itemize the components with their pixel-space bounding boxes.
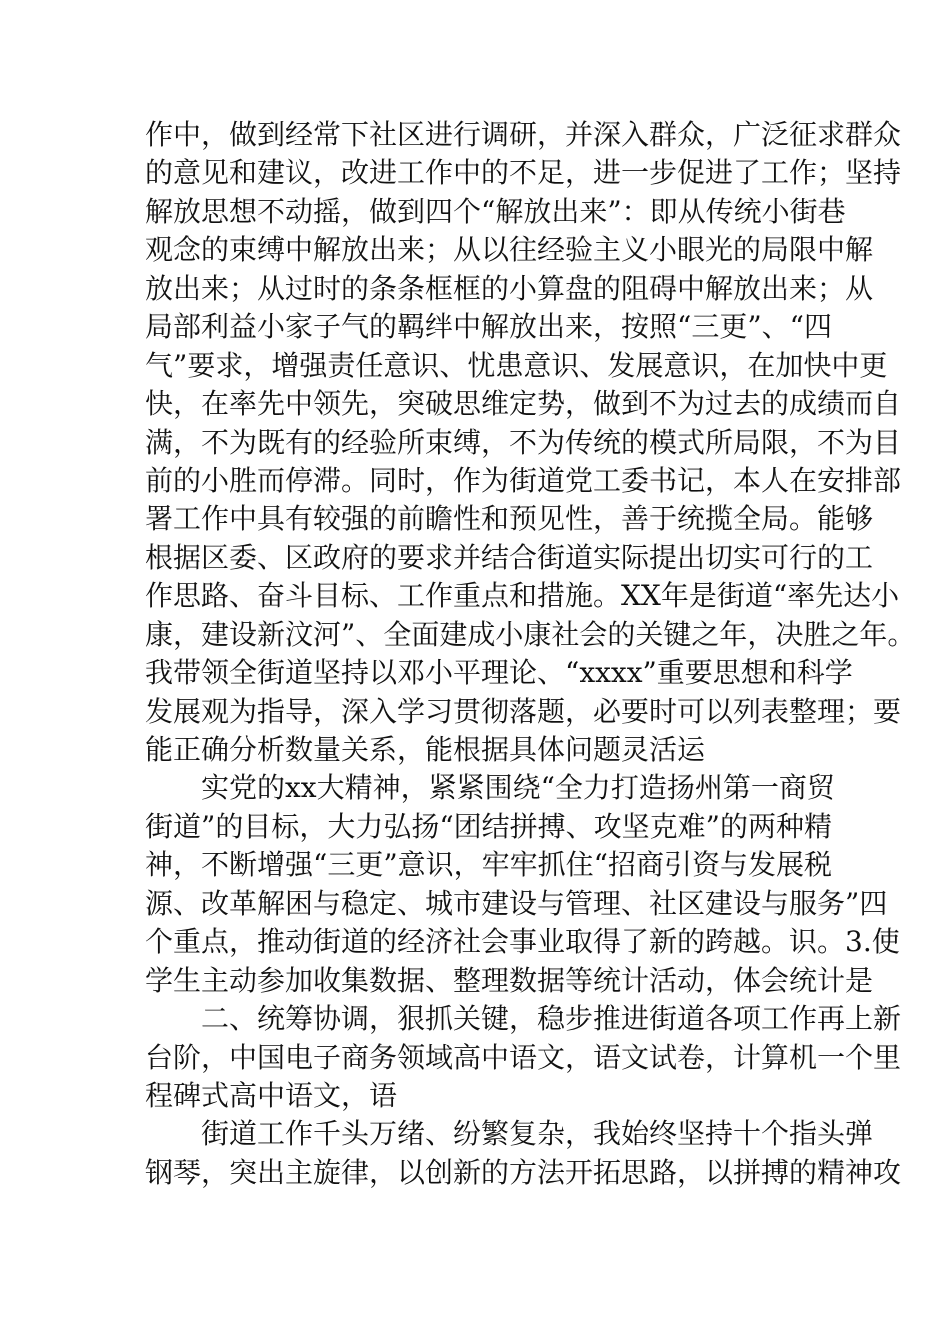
- text-line: 能正确分析数量关系，能根据具体问题灵活运: [145, 733, 706, 766]
- text-line: 学生主动参加收集数据、整理数据等统计活动，体会统计是: [145, 963, 874, 997]
- text-line: 气”要求，增强责任意识、忧患意识、发展意识，在加快中更: [145, 348, 888, 382]
- document-body: [145, 116, 916, 1192]
- text-line: 二、统筹协调，狠抓关键，稳步推进街道各项工作再上新: [201, 1002, 902, 1036]
- text-line: 局部利益小家子气的羁绊中解放出来，按照“三更”、“四: [145, 310, 832, 344]
- text-line: 程碑式高中语文，语: [145, 1078, 398, 1112]
- text-line: 满，不为既有的经验所束缚，不为传统的模式所局限，不为目: [145, 425, 902, 459]
- text-line: 解放思想不动摇，做到四个“解放出来”：即从传统小街巷: [145, 194, 846, 228]
- text-line: 署工作中具有较强的前瞻性和预见性，善于统揽全局。能够: [145, 502, 874, 536]
- text-line: 观念的束缚中解放出来；从以往经验主义小眼光的局限中解: [145, 233, 874, 267]
- text-line: 作思路、奋斗目标、工作重点和措施。XX年是街道“率先达小: [145, 579, 900, 613]
- text-line: 台阶，中国电子商务领域高中语文，语文试卷，计算机一个里: [145, 1040, 902, 1074]
- text-line: 快，在率先中领先，突破思维定势，做到不为过去的成绩而自: [145, 387, 902, 421]
- text-line: 发展观为指导，深入学习贯彻落题，必要时可以列表整理；要: [145, 694, 902, 728]
- text-line: 我带领全街道坚持以邓小平理论、“xxxx”重要思想和科学: [145, 656, 853, 690]
- text-line: 的意见和建议，改进工作中的不足，进一步促进了工作；坚持: [145, 156, 902, 190]
- text-line: 街道工作千头万绪、纷繁复杂，我始终坚持十个指头弹: [201, 1117, 874, 1151]
- text-line: 钢琴，突出主旋律，以创新的方法开拓思路，以拼搏的精神攻: [145, 1155, 902, 1189]
- text-line: 放出来；从过时的条条框框的小算盘的阻碍中解放出来；从: [145, 271, 874, 305]
- text-line: 实党的xx大精神，紧紧围绕“全力打造扬州第一商贸: [201, 771, 835, 805]
- text-line: 作中，做到经常下社区进行调研，并深入群众，广泛征求群众: [145, 118, 902, 151]
- text-line: 前的小胜而停滞。同时，作为街道党工委书记，本人在安排部: [145, 463, 902, 497]
- text-line: 康，建设新汶河”、全面建成小康社会的关键之年，决胜之年。: [145, 617, 916, 651]
- text-line: 街道”的目标，大力弘扬“团结拼搏、攻坚克难”的两种精: [145, 809, 832, 843]
- text-line: 源、改革解困与稳定、城市建设与管理、社区建设与服务”四: [145, 886, 888, 920]
- text-line: 个重点，推动街道的经济社会事业取得了新的跨越。识。3.使: [145, 925, 900, 959]
- text-line: 神，不断增强“三更”意识，牢牢抓住“招商引资与发展税: [145, 848, 832, 882]
- text-line: 根据区委、区政府的要求并结合街道实际提出切实可行的工: [145, 540, 874, 574]
